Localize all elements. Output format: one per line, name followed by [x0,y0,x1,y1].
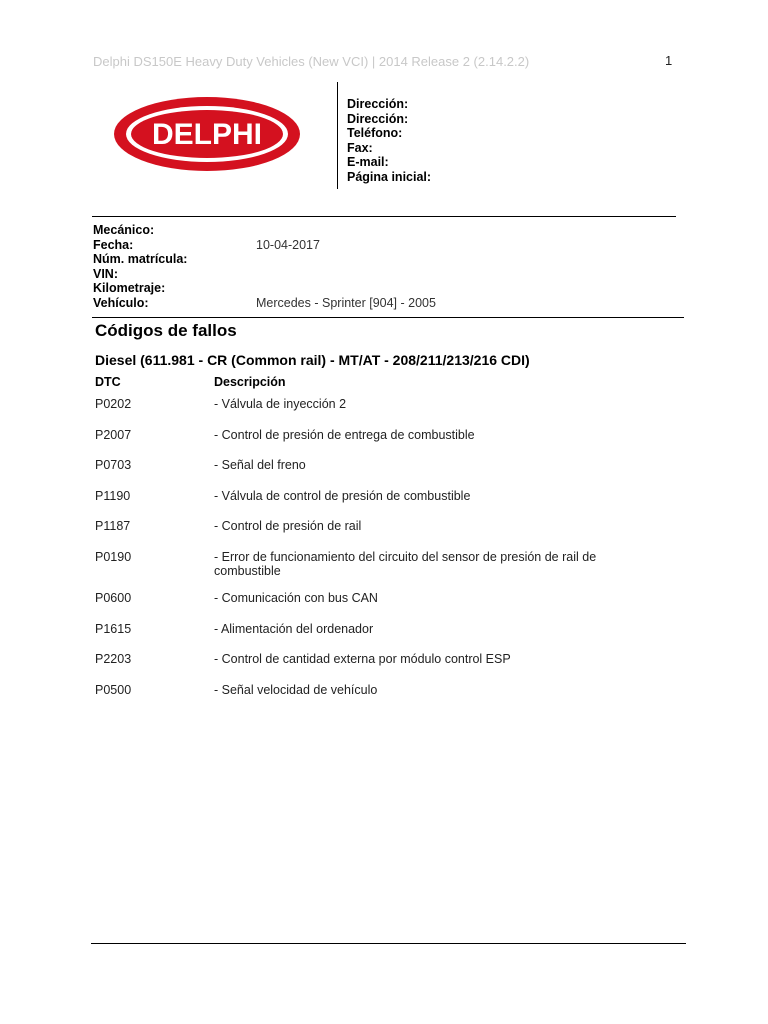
fault-description: - Control de presión de rail [214,519,362,534]
fault-code: P2203 [95,652,132,667]
column-header-dtc: DTC [95,375,121,389]
address1-label: Dirección: [347,97,409,111]
fault-code: P0600 [95,590,132,605]
fault-code: P1615 [95,621,132,636]
plate-label: Núm. matrícula: [93,252,188,267]
fault-description: - Control de cantidad externa por módulo control ESP [214,652,511,667]
fault-code: P2007 [95,427,132,442]
homepage-label: Página inicial: [347,169,432,184]
fault-code: P0190 [95,549,132,564]
fault-row [95,622,655,653]
contact-divider [337,82,338,189]
fault-description: - Alimentación del ordenador [214,621,374,636]
fault-row [95,591,655,622]
fault-code: P0500 [95,682,132,697]
fault-description: - Error de funcionamiento del circuito del sensor de presión de rail de combustible [214,549,597,578]
email-label: E-mail: [347,155,389,170]
phone-label: Teléfono: [347,126,403,141]
fault-description: - Señal del freno [214,458,306,473]
fault-description: - Comunicación con bus CAN [214,590,378,605]
fault-description: - Señal velocidad de vehículo [214,682,378,697]
fault-row [95,458,655,489]
address2-label: Dirección: [347,111,409,126]
document-header-title: Delphi DS150E Heavy Duty Vehicles (New VCI) | 2014 Release 2 (2.14.2.2) [93,54,530,69]
system-subtitle: Diesel (611.981 - CR (Common rail) - MT/AT - 208/211/213/216 CDI) [95,352,530,368]
contact-block [347,97,431,185]
mileage-label: Kilometraje: [93,281,166,296]
divider-footer [91,943,686,944]
fault-row [95,397,655,428]
fault-row [95,683,655,714]
fault-row [95,550,655,591]
fault-code: P1190 [95,488,131,503]
fault-code: P0703 [95,458,132,473]
delphi-logo [112,95,302,173]
divider-top [92,216,676,217]
vehicle-label: Vehículo: [93,295,149,310]
fault-row [95,652,655,683]
page-number: 1 [665,53,673,68]
fault-code-list [95,397,655,713]
fault-row [95,428,655,459]
fault-row [95,519,655,550]
fault-description: - Válvula de inyección 2 [214,397,347,411]
fault-code: P1187 [95,519,131,534]
vin-label: VIN: [93,266,118,281]
fax-label: Fax: [347,140,373,155]
fault-description: - Control de presión de entrega de combustible [214,427,475,442]
divider-middle [92,317,684,318]
vehicle-value: Mercedes - Sprinter [904] - 2005 [256,295,436,310]
fault-row [95,489,655,520]
date-value: 10-04-2017 [256,237,320,252]
column-header-description: Descripción [214,375,286,389]
fault-codes-title: Códigos de fallos [95,321,237,340]
mechanic-label: Mecánico: [93,223,155,237]
logo-text: DELPHI [151,118,263,151]
fault-description: - Válvula de control de presión de combustible [214,488,471,503]
date-label: Fecha: [93,237,134,252]
fault-code: P0202 [95,397,132,411]
